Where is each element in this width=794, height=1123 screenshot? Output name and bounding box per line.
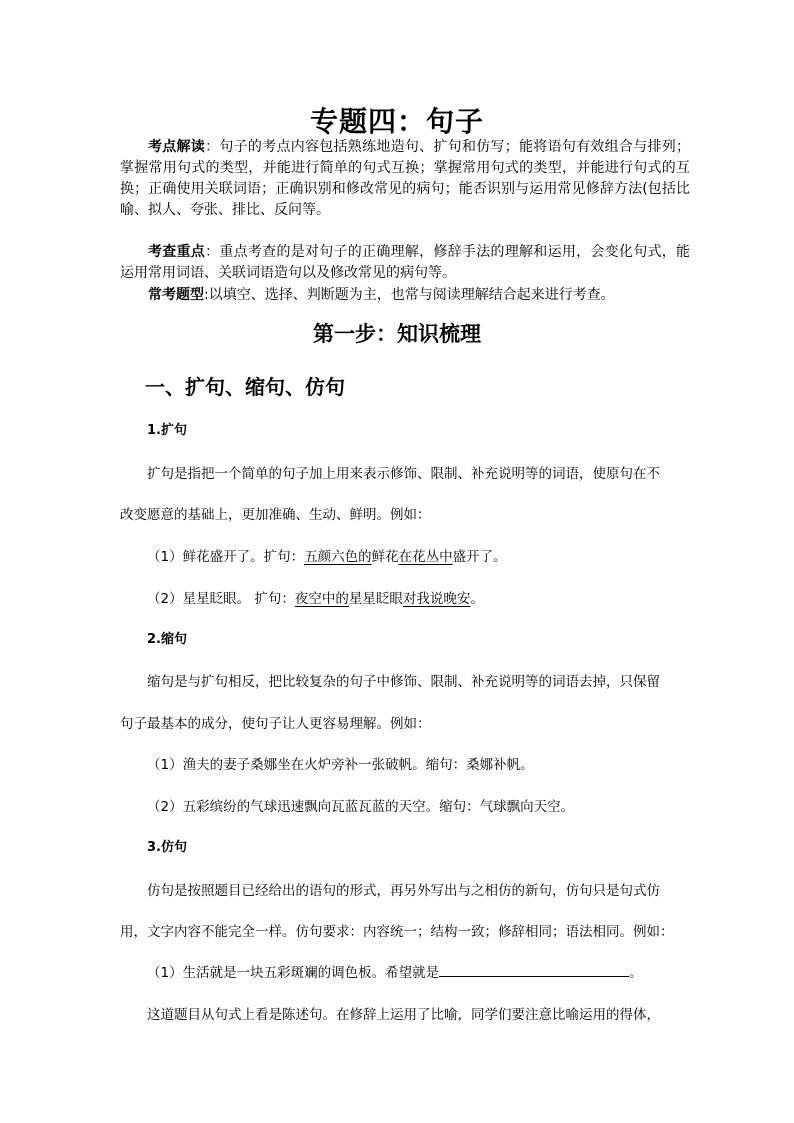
fangju-heading: 3.仿句	[147, 840, 187, 855]
fangju-line2: 用，文字内容不能完全一样。仿句要求：内容统一；结构一致；修辞相同；语法相同。例如：	[120, 924, 674, 940]
page-title: 专题四：句子	[309, 105, 484, 138]
section1-title: 一、扩句、缩句、仿句	[145, 375, 345, 399]
suoju-line1: 缩句是与扩句相反，把比较复杂的句子中修饰、限制、补充说明等的词语去掉，只保留	[147, 674, 660, 690]
kuoju-ex2-underline-2: 对我说晚安	[402, 591, 471, 607]
answer-blank[interactable]	[439, 964, 629, 977]
kuoju-ex2-underline-1: 夜空中的	[294, 591, 349, 607]
kuoju-ex1-prefix: （1）鲜花盛开了。扩句：	[147, 549, 305, 565]
intro-zhongdian	[120, 242, 690, 284]
kaodian-text: ：句子的考点内容包括熟练地造句、扩句和仿写；能将语句有效组合与排列；掌握常用句式的类型，并能进行简单的句式互换；掌握常用句式的类型，并能进行句式的互换；正确使用关联词语；正确识别和修改常见的病句；能否识别与运用常见修辞方法(包括比喻、拟人、夸张、排比、反问等。	[120, 139, 691, 218]
suoju-line2: 句子最基本的成分，使句子让人更容易理解。例如：	[120, 716, 431, 732]
zhongdian-text: ：重点考查的是对句子的正确理解，修辞手法的理解和运用，会变化句式，能运用常用词语、关联词语造句以及修改常见的病句等。	[120, 244, 691, 281]
fangju-ex1-prefix: （1）生活就是一块五彩斑斓的调色板。希望就是	[147, 965, 440, 981]
kuoju-example-1	[147, 545, 507, 565]
kuoju-example-2	[147, 587, 484, 607]
kaodian-label: 考点解读	[148, 139, 206, 155]
kuoju-ex1-suffix: 盛开了。	[452, 549, 507, 565]
intro-kaodian	[120, 137, 690, 221]
kuoju-ex1-underline-1: 五颜六色的	[304, 549, 372, 565]
suoju-example-1: （1）渔夫的妻子桑娜坐在火炉旁补一张破帆。缩句：桑娜补帆。	[147, 757, 534, 773]
intro-tixing	[120, 285, 690, 306]
step-title: 第一步：知识梳理	[313, 322, 481, 346]
kuoju-ex2-mid: 星星眨眼	[348, 591, 403, 607]
suoju-example-2: （2）五彩缤纷的气球迅速飘向瓦蓝瓦蓝的天空。缩句：气球飘向天空。	[147, 799, 575, 815]
kuoju-ex2-suffix: 。	[470, 591, 484, 607]
kuoju-ex1-underline-2: 在花丛中	[398, 549, 453, 565]
tixing-label: 常考题型	[148, 287, 204, 303]
fangju-line1: 仿句是按照题目已经给出的语句的形式，再另外写出与之相仿的新句，仿句只是句式仿	[147, 883, 660, 899]
kuoju-ex2-prefix: （2）星星眨眼。 扩句：	[147, 591, 295, 607]
kuoju-line1: 扩句是指把一个简单的句子加上用来表示修饰、限制、补充说明等的词语，使原句在不	[147, 466, 660, 482]
kuoju-line2: 改变愿意的基础上，更加准确、生动、鲜明。例如：	[120, 507, 431, 523]
kuoju-heading: 1.扩句	[147, 423, 187, 438]
tixing-text: :以填空、选择、判断题为主，也常与阅读理解结合起来进行考查。	[204, 287, 615, 303]
kuoju-ex1-mid: 鲜花	[371, 549, 399, 565]
fangju-ex1-suffix: 。	[629, 965, 643, 981]
fangju-example-1	[147, 961, 643, 981]
zhongdian-label: 考查重点	[148, 244, 206, 260]
suoju-heading: 2.缩句	[147, 632, 187, 647]
fangju-line3: 这道题目从句式上看是陈述句。在修辞上运用了比喻，同学们要注意比喻运用的得体，	[147, 1007, 660, 1023]
